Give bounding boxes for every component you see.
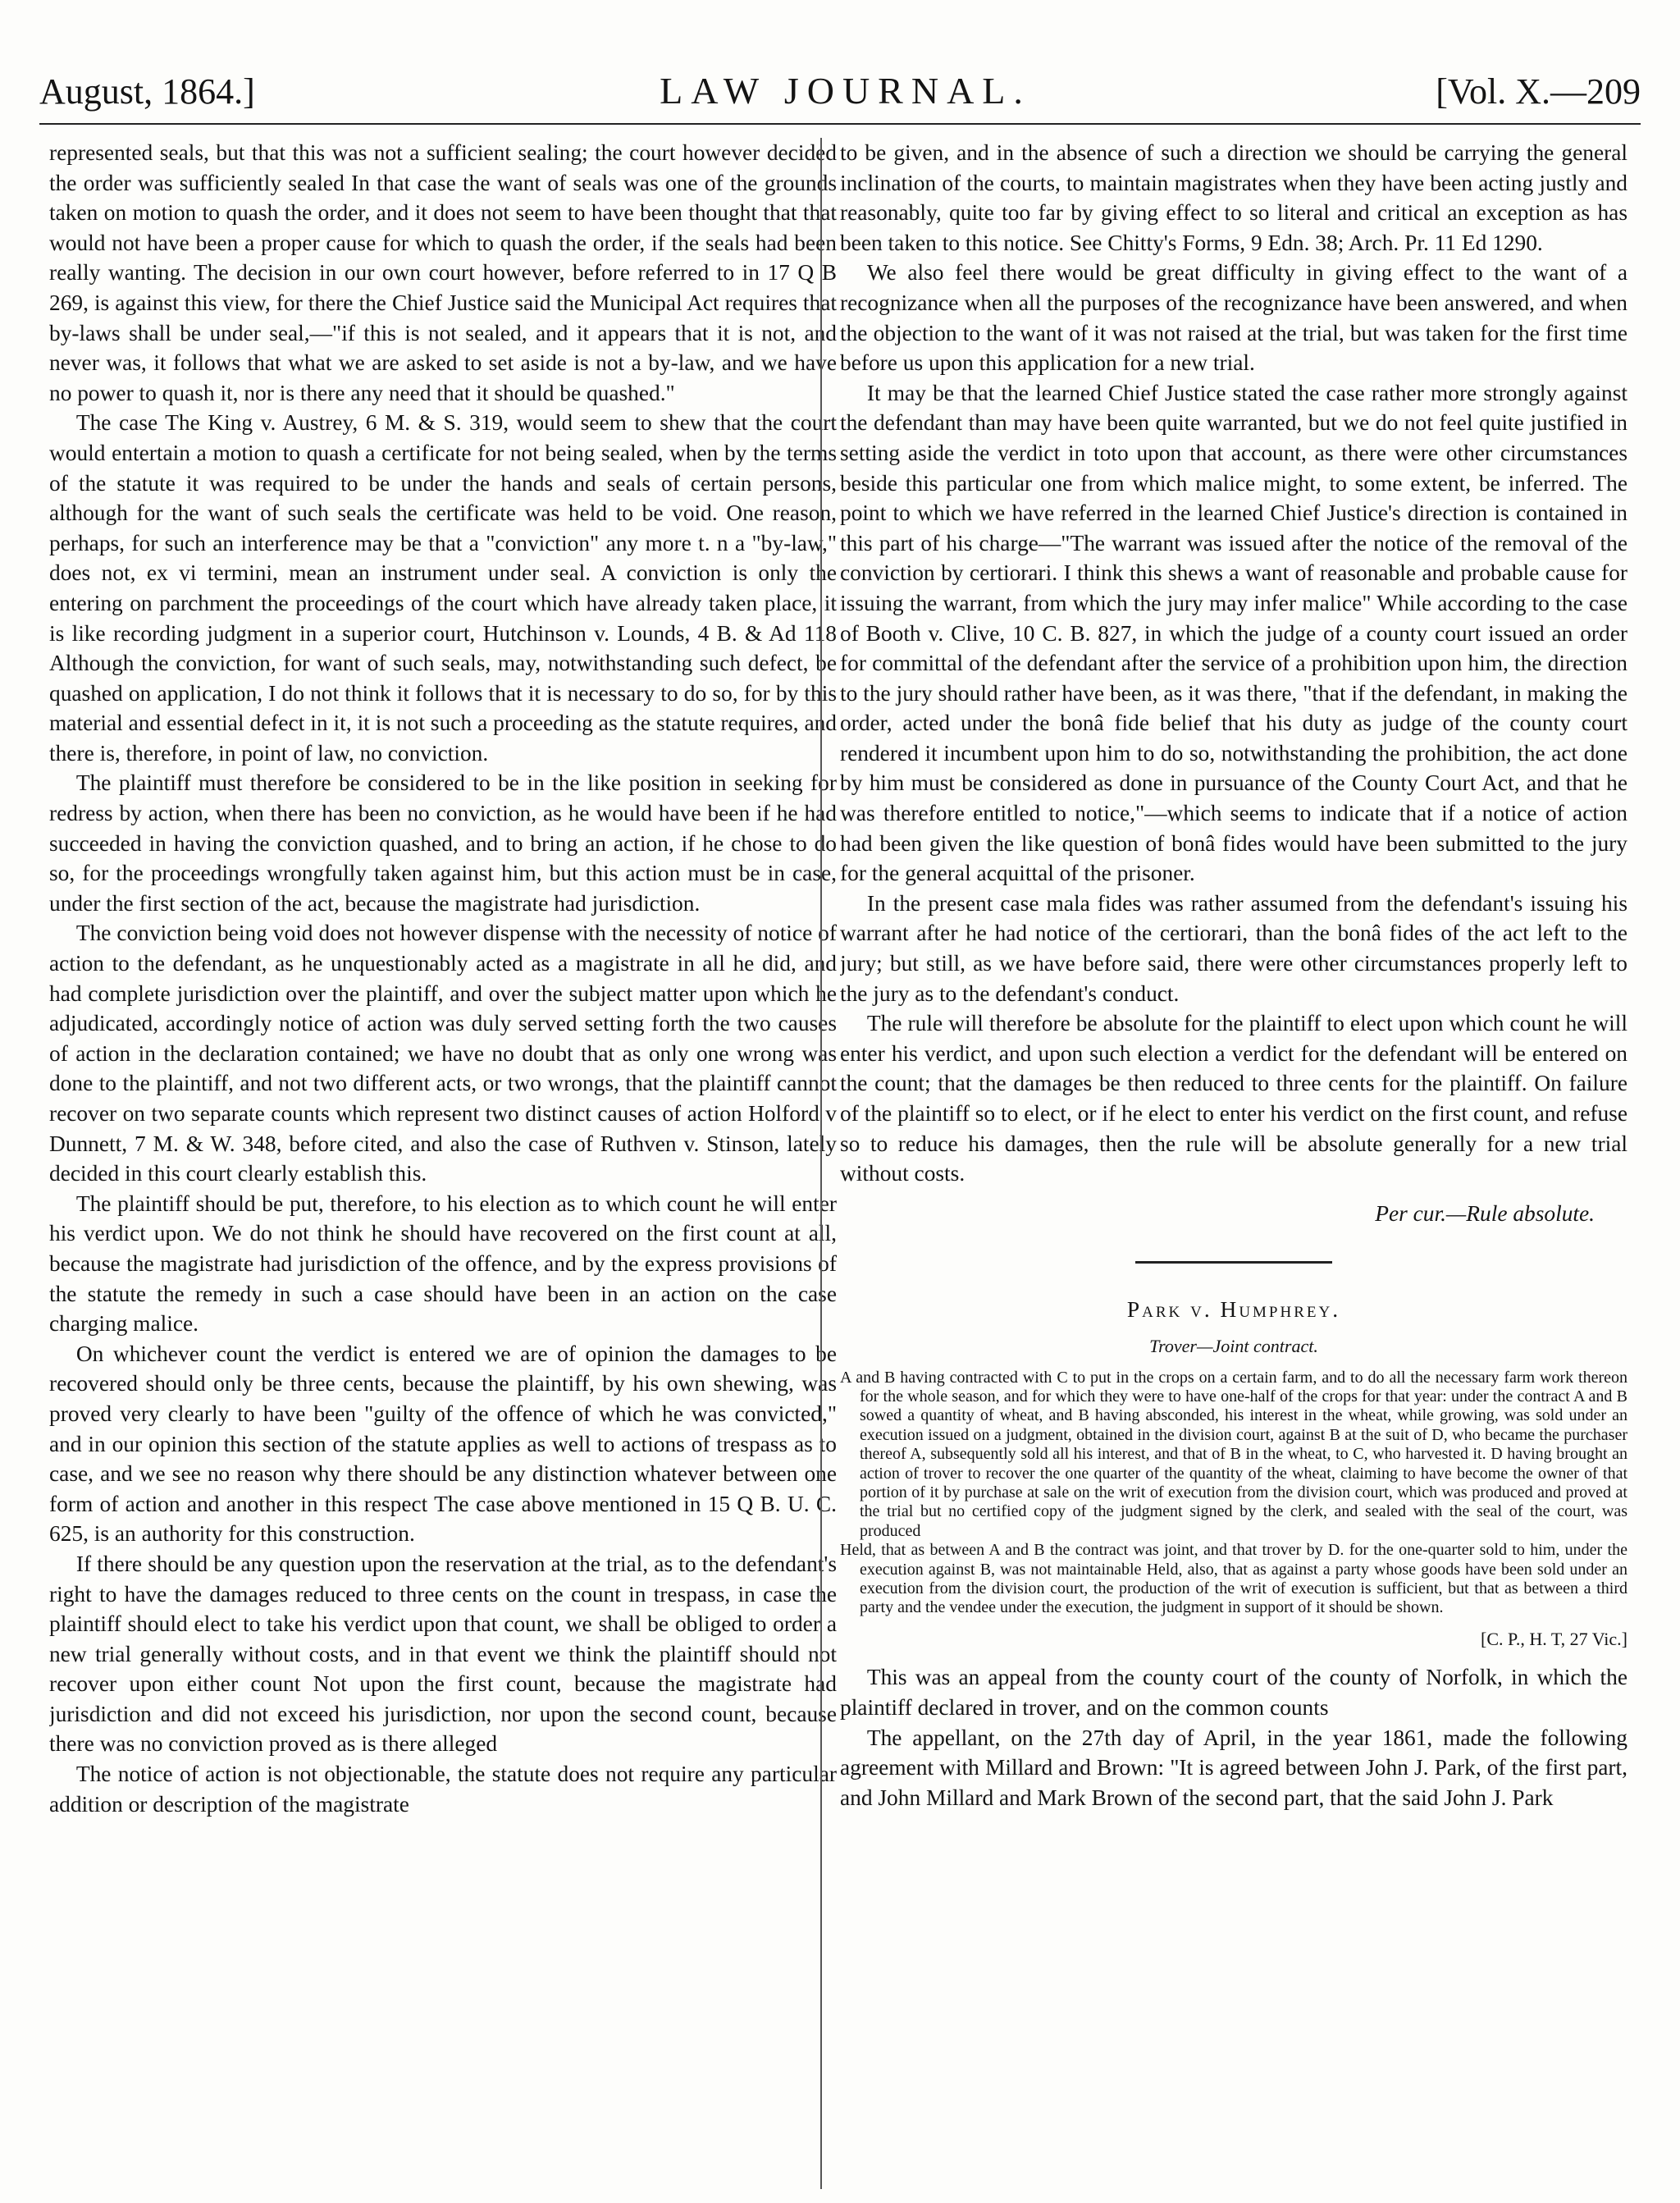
right-paragraph: It may be that the learned Chief Justice stated the case rather more strongly against the defendant than may have been quite warranted, but we do not feel quite justified in setting aside the verdict in toto upon that account, as there were other circumstances beside this particular one from which malice might, to some extent, be inferred. The point to which we have referred in the learned Chief Justice's direction is contained in this part of his charge—"The warrant was issued after the notice of the removal of the conviction by certiorari. I think this shews a want of reasonable and probable cause for issuing the warrant, from which the jury may infer malice" While according to the case of Booth v. Clive, 10 C. B. 827, in which the judge of a county court issued an order for committal of the defendant after the service of a prohibition upon him, the direction to the jury should rather have been, as it was there, "that if the defendant, in making the order, acted under the bonâ fide belief that his duty as judge of the county court rendered it incumbent upon him to do so, notwithstanding the prohibition, the act done by him must be considered as done in pursuance of the County Court Act, and that he was therefore entitled to notice,"—which seems to indicate that if a notice of action had been given the like question of bonâ fides would have been submitted to the jury for the general acquittal of the prisoner.: [840, 380, 1628, 886]
right-paragraph: to be given, and in the absence of such a direction we should be carrying the general inclination of the courts, to maintain magistrates when they have been acting justly and reasonably, quite too far by giving effect to so literal and critical an exception as has been taken to this notice. See Chitty's Forms, 9 Edn. 38; Arch. Pr. 11 Ed 1290.: [840, 140, 1628, 255]
right-column: [840, 138, 1628, 2189]
section-rule: [1135, 1261, 1332, 1264]
right-paragraph: The rule will therefore be absolute for the plaintiff to elect upon which count he will enter his verdict, and upon such election a verdict for the defendant will be entered on the count; that the damages be then reduced to three cents for the plaintiff. On failure of the plaintiff so to elect, or if he elect to enter his verdict on the first count, and refuse so to reduce his damages, then the rule will be absolute generally for a new trial without costs.: [840, 1011, 1628, 1186]
left-paragraph: represented seals, but that this was not a sufficient sealing; the court however decided the order was sufficiently sealed In that case the want of seals was one of the grounds taken on motion to quash the order, and it does not seem to have been thought that that would not have been a proper cause for which to quash the order, if the seals had been really wanting. The decision in our own court however, before referred to in 17 Q B 269, is against this view, for there the Chief Justice said the Municipal Act requires that by-laws shall be under seal,—"if this is not sealed, and it appears that it is not, and never was, it follows that what we are asked to set aside is not a by-law, and we have no power to quash it, nor is there any need that it should be quashed.": [49, 140, 837, 405]
column-divider: [820, 138, 822, 2189]
right-paragraph: We also feel there would be great difficulty in giving effect to the want of a recognizance when all the purposes of the recognizance have been answered, and when the objection to the want of it was not raised at the trial, but was taken for the first time before us upon this application for a new trial.: [840, 260, 1628, 376]
left-paragraph: The plaintiff must therefore be considered to be in the like position in seeking for redress by action, when there has been no conviction, as he would have been if he had succeeded in having the conviction quashed, and to bring an action, if he chose to do so, for the proceedings wrongfully taken against him, but this action must be in case, under the first section of the act, because the magistrate had jurisdiction.: [49, 770, 837, 916]
case-citation: [C. P., H. T, 27 Vic.]: [1481, 1628, 1628, 1649]
journal-title: LAW JOURNAL.: [660, 70, 1031, 112]
left-paragraph: The case The King v. Austrey, 6 M. & S. 319, would seem to shew that the court would entertain a motion to quash a certificate for not being sealed, when by the terms of the statute it was required to be under the hands and seals of certain persons, although for the want of such seals the certificate was held to be void. One reason, perhaps, for such an interference may be that a "conviction" any more t. n a "by-law," does not, ex vi termini, mean an instrument under seal. A conviction is only the entering on parchment the proceedings of the court which have already taken place, it is like recording judgment in a superior court, Hutchinson v. Lounds, 4 B. & Ad 118 Although the conviction, for want of such seals, may, notwithstanding such defect, be quashed on application, I do not think it follows that it is necessary to do so, for by this material and essential defect in it, it is not such a proceeding as the statute requires, and there is, therefore, in point of law, no conviction.: [49, 410, 837, 766]
left-paragraph: The plaintiff should be put, therefore, to his election as to which count he will enter his verdict upon. We do not think he should have recovered on the first count at all, because the magistrate had jurisdiction of the offence, and by the express provisions of the statute the remedy in such a case should have been in an action on the case charging malice.: [49, 1191, 837, 1337]
left-paragraph: If there should be any question upon the reservation at the trial, as to the defendant's right to have the damages reduced to three cents on the count in trespass, in case the plaintiff should elect to take his verdict upon that count, we shall be obliged to order a new trial generally without costs, and in that event we think the plaintiff should not recover upon either count Not upon the first count, because the magistrate had jurisdiction and did not exceed his jurisdiction, nor upon the second count, because there was no conviction proved as is there alleged: [49, 1551, 837, 1757]
case-title: Park v. Humphrey.: [1126, 1297, 1341, 1323]
left-column: [49, 138, 837, 2189]
head-note-facts: A and B having contracted with C to put in the crops on a certain farm, and to do all the necessary farm work thereon for the whole season, and for which they were to have one-half of the crops for that year: under the contract A and B sowed a quantity of wheat, and B having absconded, his interest in the wheat, while growing, was sold under an execution issued on a judgment, obtained in the division court, against B at the suit of D, who became the purchaser thereof A, subsequently sold all his interest, and that of B in the wheat, to C, who harvested it. D having brought an action of trover to recover the one quarter of the quantity of the wheat, claiming to have become the owner of that portion of it by purchase at sale on the writ of execution from the division court, which was produced and proved at the trial but no certified copy of the judgment signed by the clerk, and sealed with the seal of the court, was produced: [840, 1368, 1628, 1540]
running-header: [39, 72, 1641, 125]
header-date: August, 1864.]: [39, 71, 255, 112]
case-subtitle: Trover—Joint contract.: [1149, 1335, 1318, 1356]
head-note: [840, 1369, 1628, 1618]
left-paragraph: The conviction being void does not however dispense with the necessity of notice of action to the defendant, as he unquestionably acted as a magistrate in all he did, and had complete jurisdiction over the plaintiff, and over the subject matter upon which he adjudicated, accordingly notice of action was duly served setting forth the two causes of action in the declaration contained; we have no doubt that as only one wrong was done to the plaintiff, and not two different acts, or two wrongs, that the plaintiff cannot recover on two separate counts which represent two distinct causes of action Holford v Dunnett, 7 M. & W. 348, before cited, and also the case of Ruthven v. Stinson, lately decided in this court clearly establish this.: [49, 921, 837, 1186]
right-paragraph: The appellant, on the 27th day of April, in the year 1861, made the following agreement with Millard and Brown: "It is agreed between John J. Park, of the first part, and John Millard and Mark Brown of the second part, that the said John J. Park: [840, 1725, 1628, 1810]
header-volume-page: [Vol. X.—209: [1436, 71, 1641, 112]
left-paragraph: On whichever count the verdict is entered we are of opinion the damages to be recovered should only be three cents, because the plaintiff, by his own shewing, was proved very clearly to have been "guilty of the offence of which he was convicted," and in our opinion this section of the statute applies as well to actions of trespass as to case, and we see no reason why there should be any distinction whatever between one form of action and another in this respect The case above mentioned in 15 Q B. U. C. 625, is an authority for this construction.: [49, 1341, 837, 1547]
left-paragraph: The notice of action is not objectionable, the statute does not require any particular addition or description of the magistrate: [49, 1762, 837, 1817]
signature-text: Per cur.—Rule absolute.: [1375, 1200, 1595, 1226]
right-paragraph: In the present case mala fides was rather assumed from the defendant's issuing his warrant after he had notice of the certiorari, than the bonâ fides of the act left to the jury; but still, as we have before said, there were other circumstances properly left to the jury as to the defendant's conduct.: [840, 890, 1628, 1006]
judgment-signature: [840, 1199, 1595, 1229]
head-note-held: Held, that as between A and B the contract was joint, and that trover by D. for the one-quarter sold to him, under the execution against B, was not maintainable Held, also, that as against a party whose goods have been sold under an execution from the division court, the production of the writ of execution is sufficient, but that as between a third party and the vendee under the execution, the judgment in support of it should be shown.: [840, 1541, 1628, 1617]
right-paragraph: This was an appeal from the county court of the county of Norfolk, in which the plaintiff declared in trover, and on the common counts: [840, 1665, 1628, 1721]
